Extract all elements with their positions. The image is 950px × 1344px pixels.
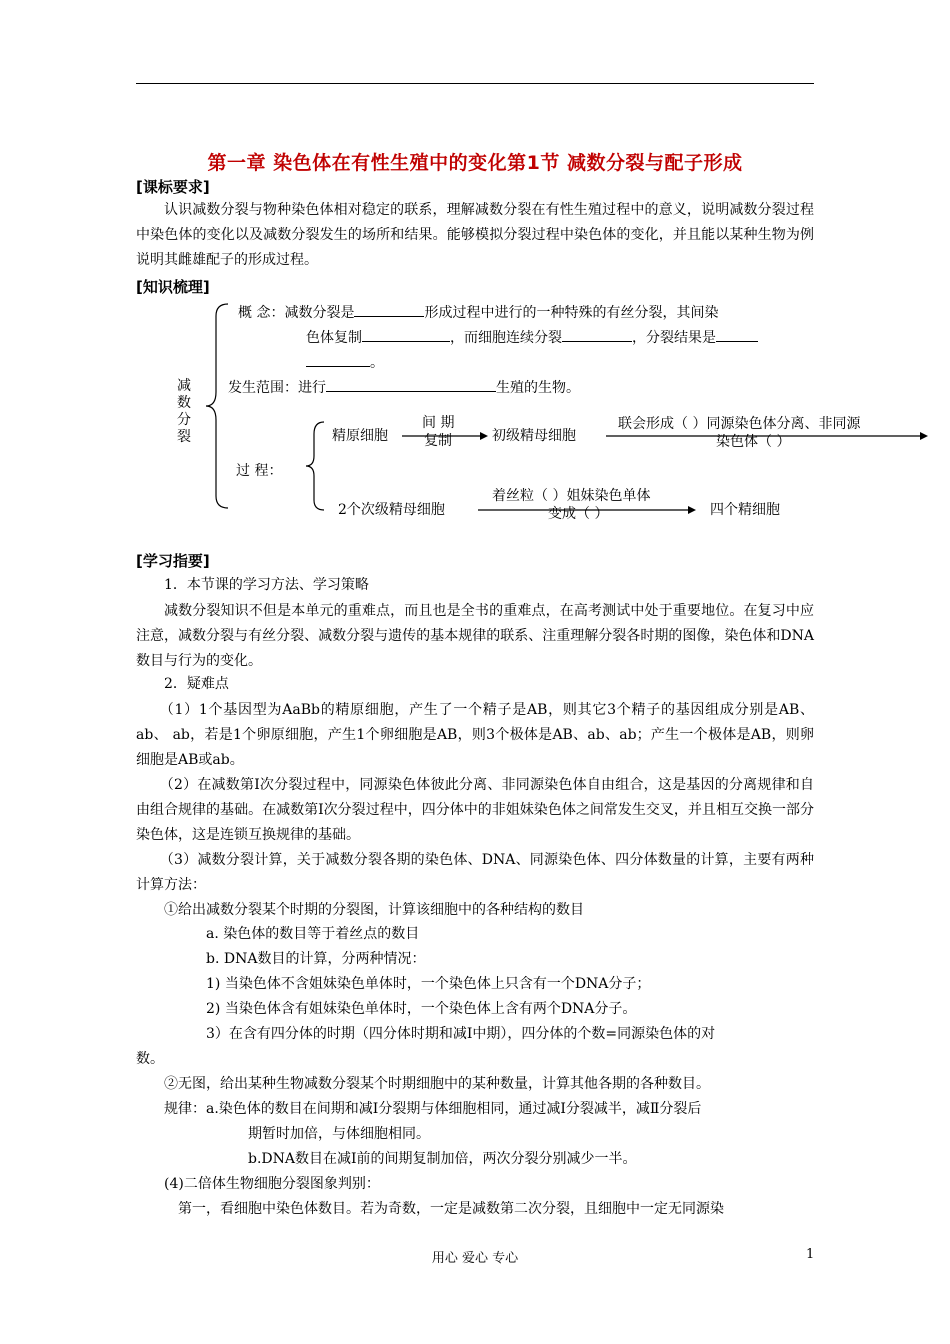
concept-text: 色体复制 — [306, 330, 362, 346]
section-heading-zhishi: [知识梳理] — [136, 278, 210, 296]
section-heading-kebiao: [课标要求] — [136, 178, 210, 196]
concept-line-2 — [306, 327, 758, 347]
header-rule — [136, 83, 814, 84]
concept-line-3 — [306, 352, 384, 372]
fill-blank — [354, 302, 424, 317]
cell-primary-spermatocyte: 初级精母细胞 — [492, 428, 576, 444]
fill-blank — [362, 327, 450, 342]
cell-spermatogonium: 精原细胞 — [332, 428, 388, 444]
rule-line: 期暂时加倍，与体细胞相同。 — [248, 1126, 430, 1142]
list-item: ②无图，给出某种生物减数分裂某个时期细胞中的某种数量，计算其他各期的各种数目。 — [164, 1076, 710, 1092]
concept-text: ，分裂结果是 — [632, 330, 716, 346]
rule-line: 规律：a.染色体的数目在间期和减Ⅰ分裂期与体细胞相同，通过减Ⅰ分裂减半，减Ⅱ分裂后 — [164, 1101, 702, 1117]
list-item: b. DNA数目的计算，分两种情况： — [206, 951, 426, 967]
process-label: 过 程： — [236, 463, 283, 479]
arrow2-bottom-label: 染色体（ ） — [716, 434, 791, 450]
list-item: 2．疑难点 — [164, 676, 229, 692]
paragraph: 第一，看细胞中染色体数目。若为奇数，一定是减数第二次分裂，且细胞中一定无同源染 — [178, 1201, 724, 1217]
vertical-char: 减 — [177, 378, 191, 394]
list-item: (4)二倍体生物细胞分裂图象判别： — [164, 1176, 380, 1192]
scope-line — [228, 377, 580, 397]
fill-blank — [716, 327, 758, 342]
list-item: 3）在含有四分体的时期（四分体时期和减Ⅰ中期），四分体的个数=同源染色体的对 — [206, 1026, 716, 1042]
list-item: a. 染色体的数目等于着丝点的数目 — [206, 926, 420, 942]
list-item: ①给出减数分裂某个时期的分裂图，计算该细胞中的各种结构的数目 — [164, 902, 584, 918]
kebiao-paragraph: 认识减数分裂与物种染色体相对稳定的联系，理解减数分裂在有性生殖过程中的意义，说明减数分裂过程中染色体的变化以及减数分裂发生的场所和结果。能够模拟分裂过程中染色体的变化，并且能以某种生物为例说明其雌雄配子的形成过程。 — [136, 202, 814, 268]
concept-line-1 — [238, 302, 718, 322]
arrow3-top-label: 着丝粒（ ）姐妹染色单体 — [492, 488, 651, 504]
concept-text: 形成过程中进行的一种特殊的有丝分裂，其间染 — [424, 305, 719, 321]
page-number: 1 — [806, 1247, 815, 1262]
paragraph: （3）减数分裂计算，关于减数分裂各期的染色体、DNA、同源染色体、四分体数量的计算，主要有两种计算方法： — [136, 852, 814, 893]
meiosis-diagram — [136, 296, 936, 526]
concept-text: 。 — [370, 355, 384, 371]
paragraph: 减数分裂知识不但是本单元的重难点，而且也是全书的重难点，在高考测试中处于重要地位。在复习中应注意，减数分裂与有丝分裂、减数分裂与遗传的基本规律的联系、注重理解分裂各时期的图像，染色体和DNA数目与行为的变化。 — [136, 603, 814, 669]
cell-secondary-spermatocyte: 2个次级精母细胞 — [338, 502, 445, 518]
concept-text: ，而细胞连续分裂 — [450, 330, 562, 346]
paragraph: （2）在减数第Ⅰ次分裂过程中，同源染色体彼此分离、非同源染色体自由组合，这是基因的分离规律和自由组合规律的基础。在减数第Ⅰ次分裂过程中，四分体中的非姐妹染色体之间常发生交叉，并且相互交换一部分染色体，这是连锁互换规律的基础。 — [136, 777, 814, 843]
vertical-char: 裂 — [177, 429, 191, 445]
rule-line: b.DNA数目在减Ⅰ前的间期复制加倍，两次分裂分别减少一半。 — [248, 1151, 637, 1167]
scope-text: 发生范围：进行 — [228, 380, 326, 396]
concept-text: 概 念：减数分裂是 — [238, 305, 355, 321]
vertical-label — [176, 378, 192, 446]
fill-blank — [306, 352, 370, 367]
page-title: 第一章 染色体在有性生殖中的变化第1节 减数分裂与配子形成 — [207, 152, 743, 174]
fill-blank — [326, 377, 496, 392]
page-footer: 用心 爱心 专心 — [431, 1251, 519, 1266]
scope-text: 生殖的生物。 — [496, 380, 580, 396]
vertical-char: 数 — [177, 395, 191, 411]
arrow1-top-label: 间 期 — [422, 415, 455, 431]
cell-spermatid: 四个精细胞 — [710, 502, 780, 518]
section-heading-xuexi: [学习指要] — [136, 552, 210, 570]
list-item: 数。 — [136, 1051, 164, 1067]
arrow2-top-label: 联会形成（ ）同源染色体分离、非同源 — [618, 416, 861, 432]
list-item: 2) 当染色体含有姐妹染色单体时，一个染色体上含有两个DNA分子。 — [206, 1001, 637, 1017]
list-item: 1．本节课的学习方法、学习策略 — [164, 577, 369, 593]
vertical-char: 分 — [177, 412, 191, 428]
arrow3-bottom-label: 变成（ ） — [548, 506, 609, 522]
arrow1-bottom-label: 复制 — [424, 433, 452, 449]
list-item: 1) 当染色体不含姐妹染色单体时，一个染色体上只含有一个DNA分子； — [206, 976, 651, 992]
fill-blank — [562, 327, 632, 342]
paragraph: （1）1个基因型为AaBb的精原细胞，产生了一个精子是AB，则其它3个精子的基因组成分别是AB、ab、 ab，若是1个卵原细胞，产生1个卵细胞是AB，则3个极体是AB、ab、ab；产生一个极体是AB，则卵细胞是AB或ab。 — [136, 702, 814, 768]
